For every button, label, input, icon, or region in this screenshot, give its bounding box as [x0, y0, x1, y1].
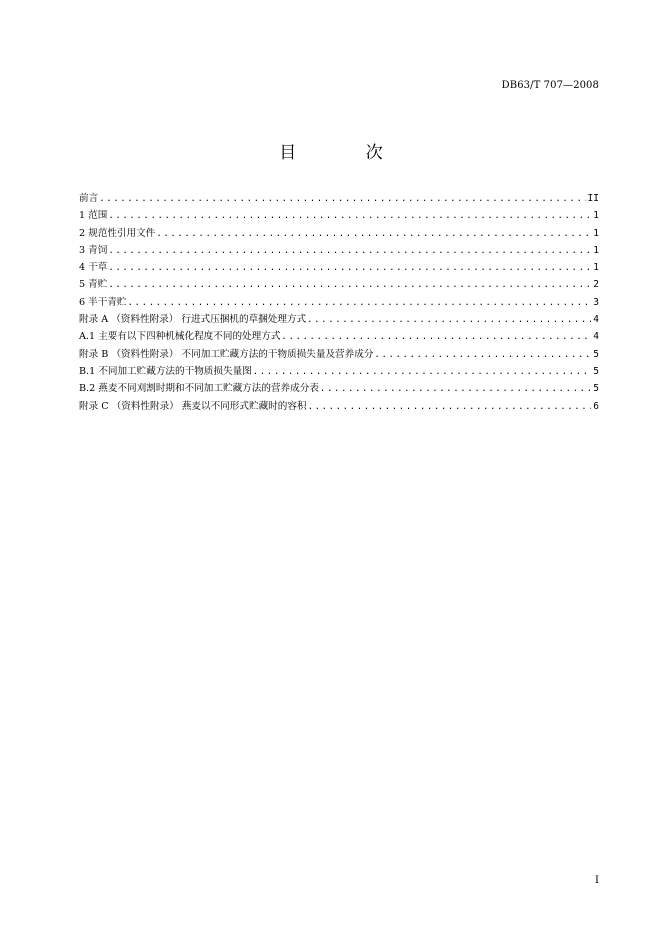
toc-leader-dots	[108, 208, 591, 225]
toc-entry-label: B.2 燕麦不同刈割时期和不同加工贮藏方法的营养成分表	[79, 383, 319, 395]
toc-entry-silage[interactable]	[79, 276, 599, 293]
toc-leader-dots	[374, 347, 591, 364]
toc-entry-page: 1	[593, 210, 599, 222]
toc-entry-page: II	[587, 193, 599, 204]
toc-leader-dots	[156, 226, 591, 243]
toc-entry-label: B.1 不同加工贮藏方法的干物质损失量图	[79, 365, 252, 377]
toc-entry-page: 3	[593, 296, 599, 308]
toc-entry-green-feeding[interactable]	[79, 242, 599, 259]
toc-entry-page: 1	[593, 262, 599, 274]
toc-leader-dots	[281, 329, 591, 346]
toc-leader-dots	[108, 260, 591, 277]
page-title: 目 次	[279, 143, 415, 163]
toc-entry-foreword[interactable]	[79, 190, 599, 207]
toc-entry-page: 5	[593, 348, 599, 360]
toc-entry-label: 前言	[79, 193, 99, 204]
toc-entry-appendix-c[interactable]	[79, 398, 599, 415]
toc-leader-dots	[307, 312, 591, 329]
toc-entry-label: 5 青贮	[79, 279, 108, 291]
toc-leader-dots	[253, 364, 592, 381]
toc-entry-label: 2 规范性引用文件	[79, 227, 156, 239]
toc-entry-normative-references[interactable]	[79, 225, 599, 242]
toc-entry-page: 1	[593, 244, 599, 256]
toc-entry-page: 1	[593, 227, 599, 239]
toc-leader-dots	[320, 381, 591, 398]
page-number: I	[595, 875, 599, 886]
toc-leader-dots	[108, 243, 591, 260]
toc-entry-page: 4	[593, 331, 599, 343]
toc-entry-appendix-a[interactable]	[79, 311, 599, 328]
toc-entry-label: 附录 C （资料性附录） 燕麦以不同形式贮藏时的容积	[79, 400, 307, 412]
toc-leader-dots	[99, 191, 585, 208]
toc-entry-label: 附录 A （资料性附录） 行进式压捆机的草捆处理方式	[79, 314, 307, 326]
toc-leader-dots	[108, 277, 591, 294]
toc-entry-label: 4 干草	[79, 262, 108, 274]
toc-entry-a1[interactable]	[79, 328, 599, 345]
toc-entry-haylage[interactable]	[79, 294, 599, 311]
toc-entry-page: 6	[593, 400, 599, 412]
document-id: DB63/T 707—2008	[501, 80, 599, 91]
toc-entry-appendix-b[interactable]	[79, 346, 599, 363]
toc-entry-label: 附录 B （资料性附录） 不同加工贮藏方法的干物质损失量及营养成分	[79, 348, 374, 360]
toc-entry-page: 2	[593, 279, 599, 291]
toc-entry-label: 1 范围	[79, 210, 108, 222]
toc-entry-label: A.1 主要有以下四种机械化程度不同的处理方式	[79, 331, 281, 343]
toc-entry-page: 5	[593, 365, 599, 377]
toc-leader-dots	[128, 295, 592, 312]
toc-entry-page: 4	[593, 314, 599, 326]
table-of-contents	[79, 190, 599, 415]
toc-entry-scope[interactable]	[79, 207, 599, 224]
toc-entry-b2[interactable]	[79, 380, 599, 397]
toc-entry-page: 5	[593, 383, 599, 395]
toc-entry-label: 3 青饲	[79, 244, 108, 256]
toc-entry-label: 6 半干青贮	[79, 296, 127, 308]
toc-entry-b1[interactable]	[79, 363, 599, 380]
toc-leader-dots	[308, 399, 592, 416]
toc-entry-hay[interactable]	[79, 259, 599, 276]
